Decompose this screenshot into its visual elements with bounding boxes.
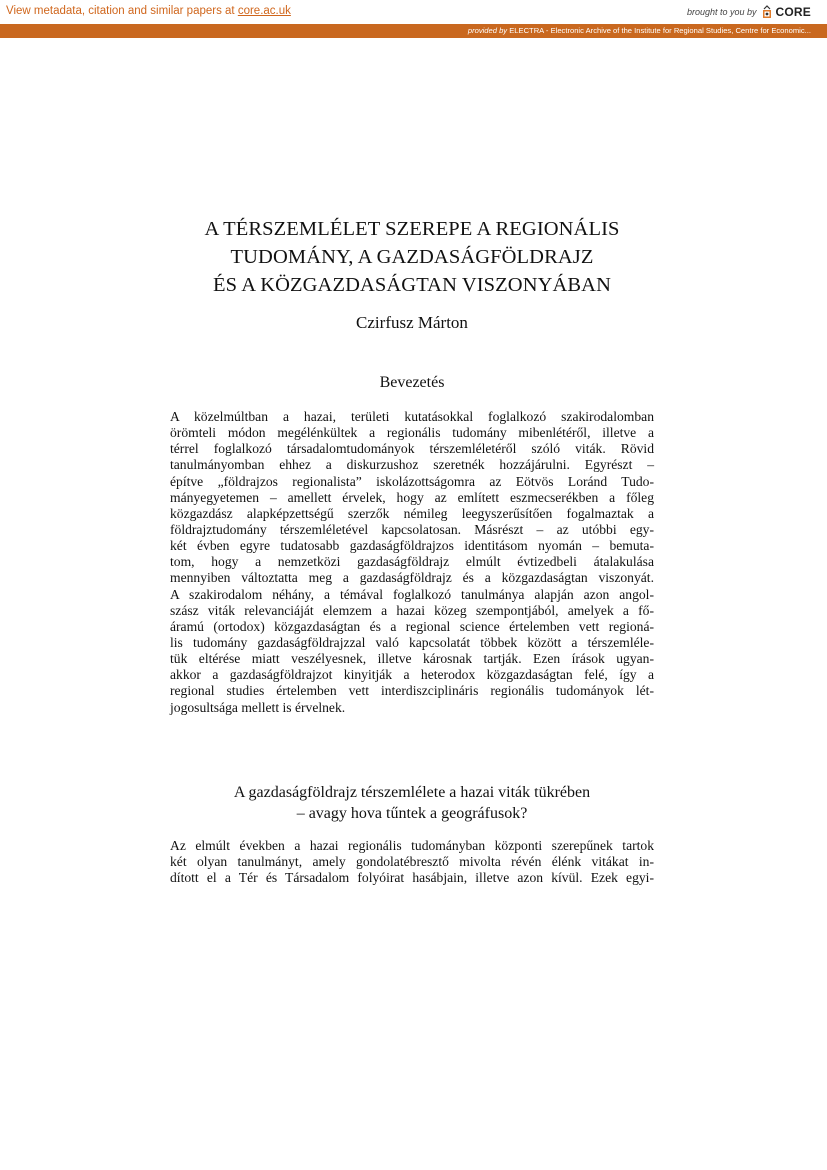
provided-by-text — [468, 24, 811, 38]
text-line: örömteli módon megélénkültek a regionális tudomány mibenlétéről, illetve a — [170, 425, 654, 441]
text-line: áramú (ortodox) közgazdaságtan és a regional science értelemben vett regioná- — [170, 618, 654, 634]
text-line: regional studies értelemben vett interdiszciplináris regionális tudományok lét- — [170, 683, 654, 699]
text-line: tük eltérése miatt veszélyesnek, illetve károsnak tartják. Ezen írások ugyan- — [170, 651, 654, 667]
text-line: Az elmúlt években a hazai regionális tudományban központi szerepűnek tartok — [170, 838, 654, 853]
text-line: A szakirodalom néhány, a témával foglalkozó tanulmánya alapján azon angol- — [170, 586, 654, 602]
heading-line: A gazdaságföldrajz térszemlélete a hazai viták tükrében — [233, 784, 591, 801]
heading-line: – avagy hova tűntek a geográfusok? — [296, 805, 528, 822]
text-line: tanulmányomban ehhez a diskurzushoz szeretnék hozzájárulni. Egyrészt – — [170, 457, 654, 473]
text-line: tom, hogy a nemzetközi gazdaságföldrajz elmúlt évtizedbeli átalakulása — [170, 554, 654, 570]
paper-author: Czirfusz Márton — [356, 313, 468, 332]
title-line: TUDOMÁNY, A GAZDASÁGFÖLDRAJZ — [230, 246, 594, 268]
section-economic-geography-body — [170, 838, 654, 886]
core-banner — [0, 0, 827, 24]
title-line: ÉS A KÖZGAZDASÁGTAN VISZONYÁBAN — [213, 274, 611, 296]
text-line: jogosultsága mellett is érvelnek. — [170, 699, 346, 715]
text-line: két olyan tanulmányt, amely gondolatébresztő mivolta révén élénk vitákat in- — [170, 854, 654, 870]
text-line: szász viták relevanciáját elemzem a hazai közeg szempontjából, amelyek a fő- — [170, 602, 654, 618]
core-brought-by[interactable] — [687, 3, 811, 21]
core-logo-icon — [761, 5, 773, 19]
section-heading-introduction: Bevezetés — [379, 374, 445, 391]
text-line: mennyiben változtatta meg a gazdaságföldrajz és a közgazdaságtan viszonyát. — [170, 570, 654, 586]
provided-by-label: provided by — [467, 26, 508, 35]
section-heading-economic-geography — [170, 782, 654, 824]
core-link[interactable]: core.ac.uk — [237, 5, 291, 17]
text-line: térrel foglalkozó társadalomtudományok térszemléletéről szóló viták. Rövid — [170, 441, 654, 457]
title-line: A TÉRSZEMLÉLET SZEREPE A REGIONÁLIS — [204, 218, 620, 240]
text-line: A közelmúltban a hazai, területi kutatásokkal foglalkozó szakirodalomban — [170, 409, 654, 424]
text-line: építve „földrajzos regionalista” iskolázottságomra az Eötvös Loránd Tudo- — [170, 473, 654, 489]
text-line: dított el a Tér és Társadalom folyóirat hasábjain, illetve azon kívül. Ezek egyi- — [170, 870, 654, 886]
text-line: lis tudomány gazdaságföldrajzzal való kapcsolatát többek között a térszemléle- — [170, 634, 654, 650]
text-line: akkor a gazdaságföldrajzot kinyitják a heterodox közgazdaságtan felé, így a — [170, 667, 654, 683]
text-line: közgazdász alapképzettségű szerzők némileg leegyszerűsítően fogalmaztak a — [170, 505, 654, 521]
text-line: földrajztudomány térszemléletével kapcsolatosan. Másrészt – az utóbbi egy- — [170, 521, 654, 537]
core-logo-text: CORE — [775, 5, 811, 19]
provided-by-bar[interactable] — [0, 24, 827, 38]
paper-title — [170, 215, 654, 299]
core-link-prefix: View metadata, citation and similar papers at — [6, 5, 238, 17]
text-line: mányegyetemen – amellett érvelek, hogy az említett eszmecserékben a főleg — [170, 489, 654, 505]
section-introduction-body — [170, 409, 654, 716]
core-metadata-text — [6, 5, 291, 17]
text-line: két évben egyre tudatosabb gazdaságföldrajzos identitásom nyomán – bemuta- — [170, 538, 654, 554]
provided-by-source: ELECTRA - Electronic Archive of the Institute for Regional Studies, Centre for Economic... — [507, 26, 811, 35]
brought-by-label: brought to you by — [686, 7, 757, 17]
